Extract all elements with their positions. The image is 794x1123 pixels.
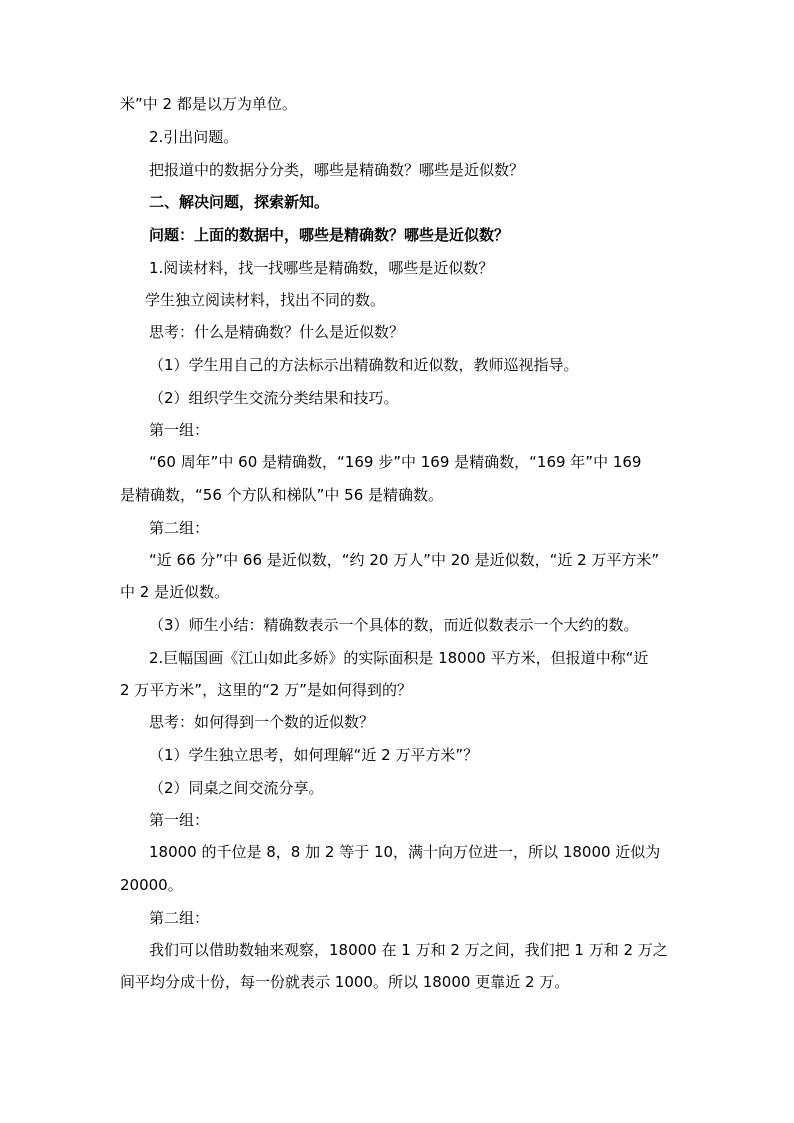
text-line-7: 学生独立阅读材料，找出不同的数。 bbox=[145, 291, 386, 309]
text-line-18: 2.巨幅国画《江山如此多娇》的实际面积是 18000 平方米，但报道中称“近 bbox=[149, 649, 649, 667]
text-line-3: 把报道中的数据分分类，哪些是精确数？哪些是近似数？ bbox=[149, 161, 525, 179]
text-line-2: 2.引出问题。 bbox=[149, 128, 239, 146]
text-line-26: 第二组： bbox=[149, 909, 210, 927]
text-line-11: 第一组： bbox=[149, 421, 210, 439]
text-line-13: 是精确数，“56 个方队和梯队”中 56 是精确数。 bbox=[120, 486, 444, 504]
text-line-23: 第一组： bbox=[149, 811, 210, 829]
text-line-17: （3）师生小结：精确数表示一个具体的数，而近似数表示一个大约的数。 bbox=[149, 616, 639, 634]
text-line-24: 18000 的千位是 8，8 加 2 等于 10，满十向万位进一，所以 18000 近似为 bbox=[149, 843, 661, 861]
text-line-16: 中 2 是近似数。 bbox=[120, 583, 230, 601]
question-heading: 问题：上面的数据中，哪些是精确数？哪些是近似数？ bbox=[149, 226, 510, 244]
text-line-19: 2 万平方米”，这里的“2 万”是如何得到的？ bbox=[120, 681, 412, 699]
text-line-27: 我们可以借助数轴来观察，18000 在 1 万和 2 万之间，我们把 1 万和 2 万之 bbox=[149, 941, 668, 959]
text-line-6: 1.阅读材料，找一找哪些是精确数，哪些是近似数？ bbox=[149, 259, 494, 277]
text-line-21: （1）学生独立思考，如何理解“近 2 万平方米”？ bbox=[149, 746, 479, 764]
text-line-10: （2）组织学生交流分类结果和技巧。 bbox=[149, 389, 399, 407]
text-line-14: 第二组： bbox=[149, 519, 210, 537]
text-line-8: 思考：什么是精确数？什么是近似数？ bbox=[149, 323, 405, 341]
text-line-22: （2）同桌之间交流分享。 bbox=[149, 779, 324, 797]
text-line-28: 间平均分成十份，每一份就表示 1000。所以 18000 更靠近 2 万。 bbox=[120, 973, 570, 991]
text-line-12: “60 周年”中 60 是精确数，“169 步”中 169 是精确数，“169 年”中 169 bbox=[149, 453, 642, 471]
text-line-9: （1）学生用自己的方法标示出精确数和近似数，教师巡视指导。 bbox=[149, 356, 579, 374]
section-heading: 二、解决问题，探索新知。 bbox=[149, 193, 330, 211]
text-line-15: “近 66 分”中 66 是近似数，“约 20 万人”中 20 是近似数，“近 2 万平方米” bbox=[149, 551, 660, 569]
text-line-1: 米”中 2 都是以万为单位。 bbox=[120, 95, 297, 113]
text-line-25: 20000。 bbox=[120, 876, 183, 894]
text-line-20: 思考：如何得到一个数的近似数？ bbox=[149, 713, 375, 731]
